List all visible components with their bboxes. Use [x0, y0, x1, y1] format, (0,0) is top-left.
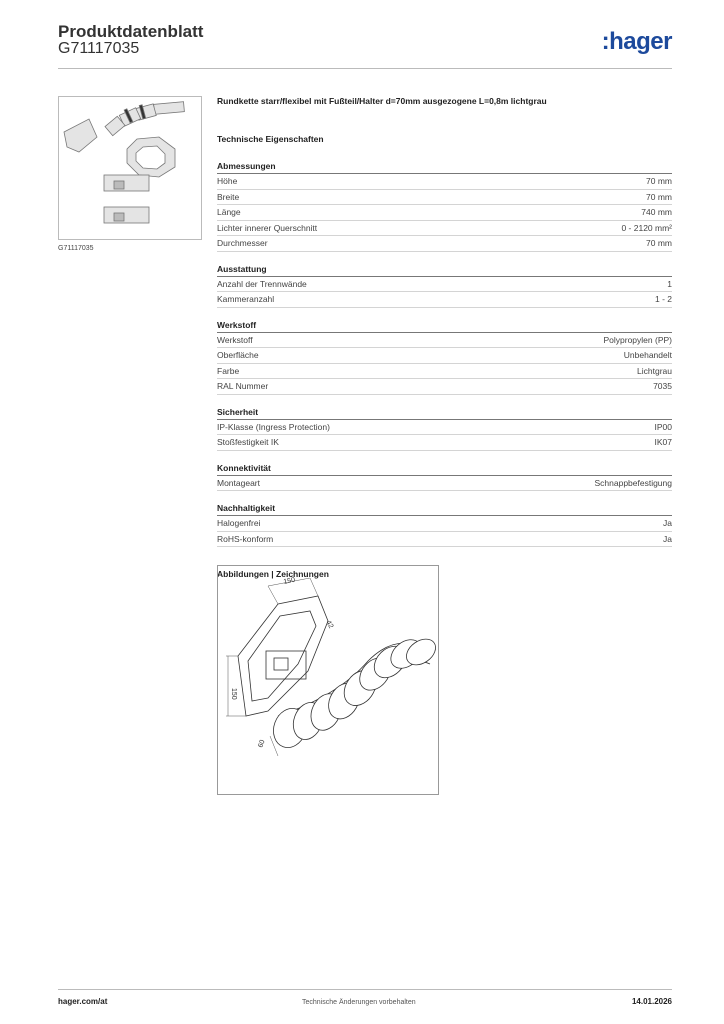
product-name: Rundkette starr/flexibel mit Fußteil/Halter d=70mm ausgezogene L=0,8m lichtgrau [217, 96, 547, 106]
spec-value: 70 mm [646, 238, 672, 248]
spec-value: 0 - 2120 mm² [621, 222, 672, 233]
footer-date: 14.01.2026 [631, 997, 672, 1006]
spec-value: Polypropylen (PP) [603, 334, 672, 345]
spec-label: Durchmesser [217, 238, 268, 248]
spec-section [217, 463, 672, 492]
spec-value: Ja [663, 518, 672, 528]
spec-value: IK07 [654, 437, 672, 447]
spec-row [217, 420, 672, 436]
spec-row [217, 532, 672, 548]
article-number: G71117035 [58, 40, 140, 57]
spec-value: 7035 [653, 381, 672, 391]
spec-section [217, 407, 672, 451]
spec-value: 70 mm [646, 191, 672, 202]
spec-section-heading: Nachhaltigkeit [217, 503, 672, 516]
spec-section [217, 264, 672, 308]
spec-label: Oberfläche [217, 350, 259, 360]
spec-row [217, 379, 672, 395]
spec-section [217, 320, 672, 395]
footer-divider [58, 989, 672, 990]
spec-row [217, 348, 672, 364]
spec-label: Montageart [217, 477, 260, 488]
product-image [58, 96, 202, 240]
spec-label: RoHS-konform [217, 533, 274, 544]
spec-label: Stoßfestigkeit IK [217, 437, 279, 447]
footer-website[interactable]: hager.com/at [58, 997, 108, 1006]
header-divider [58, 68, 672, 69]
spec-label: IP-Klasse (Ingress Protection) [217, 421, 330, 432]
spec-value: Schnappbefestigung [594, 477, 672, 488]
document-title: Produktdatenblatt [58, 22, 204, 41]
spec-row [217, 174, 672, 190]
product-image-caption: G71117035 [58, 245, 94, 252]
spec-row [217, 333, 672, 349]
spec-label: Länge [217, 207, 241, 217]
spec-column [217, 90, 672, 579]
spec-section-heading: Werkstoff [217, 320, 672, 333]
spec-row [217, 236, 672, 252]
spec-value: 1 [667, 278, 672, 289]
spec-value: IP00 [654, 421, 672, 432]
dim-label-width: 150 [282, 576, 296, 586]
spec-value: Lichtgrau [637, 365, 672, 376]
spec-row [217, 516, 672, 532]
spec-section-heading: Sicherheit [217, 407, 672, 420]
dim-label-diameter: 60 [257, 738, 267, 749]
spec-row [217, 435, 672, 451]
spec-row [217, 221, 672, 237]
spec-value: Unbehandelt [623, 350, 672, 360]
footer-notice: Technische Änderungen vorbehalten [302, 999, 416, 1006]
spec-row [217, 476, 672, 492]
spec-section-heading: Ausstattung [217, 264, 672, 277]
spec-row [217, 190, 672, 206]
spec-row [217, 292, 672, 308]
spec-label: Halogenfrei [217, 518, 261, 528]
technical-properties-heading: Technische Eigenschaften [217, 134, 324, 144]
spec-section-heading: Abmessungen [217, 161, 672, 174]
drawings-heading: Abbildungen | Zeichnungen [217, 569, 329, 579]
spec-label: RAL Nummer [217, 381, 269, 391]
spec-section [217, 503, 672, 547]
spec-row [217, 205, 672, 221]
logo-text: hager [609, 28, 672, 55]
spec-section [217, 161, 672, 252]
hager-logo: :hager [601, 28, 672, 55]
spec-value: 1 - 2 [654, 294, 672, 304]
spec-label: Lichter innerer Querschnitt [217, 222, 318, 233]
spec-label: Kammeranzahl [217, 294, 275, 304]
spec-label: Farbe [217, 365, 240, 376]
spec-row [217, 277, 672, 293]
dim-label-height: 150 [230, 688, 237, 700]
spec-value: Ja [663, 533, 672, 544]
spec-label: Höhe [217, 176, 238, 186]
spec-label: Anzahl der Trennwände [217, 278, 307, 289]
technical-drawing [217, 565, 439, 795]
dim-label-depth: 42 [324, 619, 335, 630]
spec-label: Breite [217, 191, 240, 202]
spec-value: 70 mm [646, 176, 672, 186]
spec-section-heading: Konnektivität [217, 463, 672, 476]
spec-sections [217, 161, 672, 547]
spec-value: 740 mm [641, 207, 672, 217]
spec-row [217, 364, 672, 380]
spec-label: Werkstoff [217, 334, 253, 345]
